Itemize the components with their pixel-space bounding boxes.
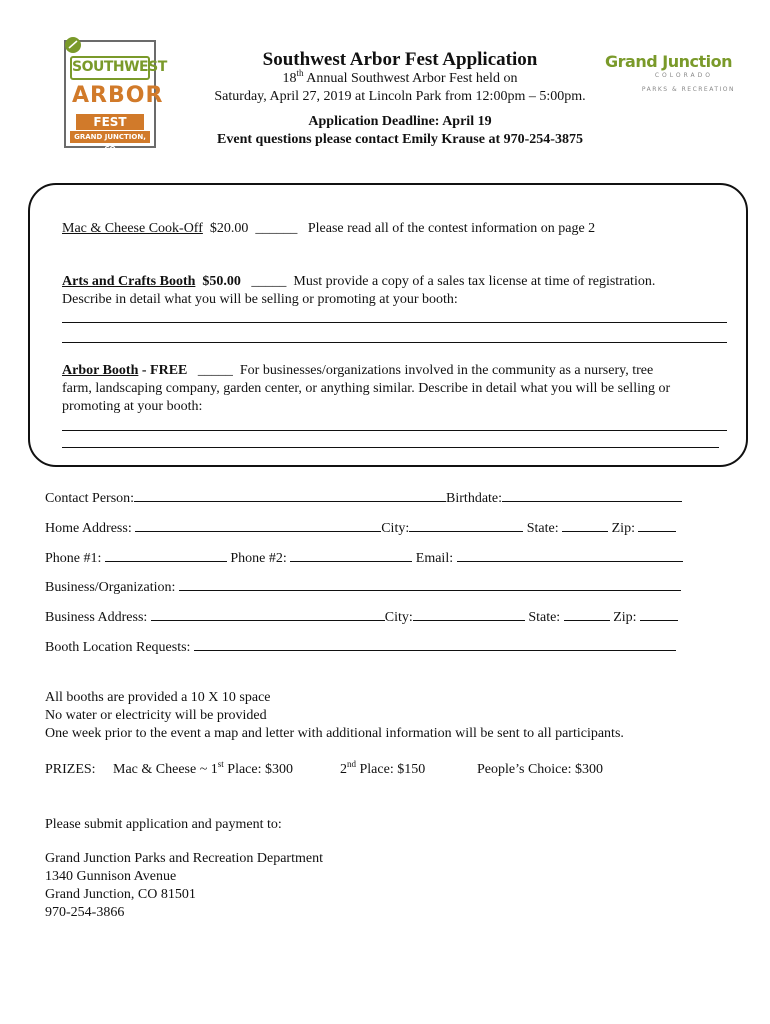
business-state-field[interactable] xyxy=(564,607,610,621)
arts-crafts-line-1[interactable] xyxy=(62,308,727,323)
arts-crafts-describe: Describe in detail what you will be selling or promoting at your booth: xyxy=(62,292,458,307)
home-address-row xyxy=(45,518,676,537)
mac-cheese-price: $20.00 xyxy=(209,221,249,236)
arbor-booth-line-2[interactable] xyxy=(62,433,719,448)
page-title: Southwest Arbor Fest Application xyxy=(262,49,538,70)
booth-location-row xyxy=(45,637,676,656)
email-label: Email: xyxy=(415,551,454,566)
logo-state: COLORADO xyxy=(654,72,713,79)
info-line-space: All booths are provided a 10 X 10 space xyxy=(45,690,271,705)
mac-cheese-blank[interactable]: ______ xyxy=(255,221,298,236)
logo-line-location: GRAND JUNCTION, CO xyxy=(70,131,150,143)
arbor-booth-note-line2: farm, landscaping company, garden center, or anything similar. Describe in detail what you will be selling or xyxy=(62,381,671,396)
arts-crafts-note: Must provide a copy of a sales tax license at time of registration. xyxy=(293,274,656,289)
home-zip-field[interactable] xyxy=(638,518,676,532)
contact-person-label: Contact Person: xyxy=(45,491,135,506)
mac-cheese-entry xyxy=(62,221,595,237)
phone1-label: Phone #1: xyxy=(45,551,102,566)
mac-cheese-note: Please read all of the contest information on page 2 xyxy=(307,221,596,236)
arbor-booth-price: FREE xyxy=(150,363,188,378)
business-org-field[interactable] xyxy=(179,577,681,591)
birthdate-field[interactable] xyxy=(502,488,682,502)
arbor-booth-note: For businesses/organizations involved in the community as a nursery, tree xyxy=(239,363,654,378)
address-phone: 970-254-3866 xyxy=(45,905,125,920)
phone2-label: Phone #2: xyxy=(230,551,287,566)
info-line-map: One week prior to the event a map and letter with additional information will be sent to all participants. xyxy=(45,726,624,741)
submit-instructions: Please submit application and payment to: xyxy=(45,817,282,832)
prize-peoples-choice: People’s Choice: $300 xyxy=(477,762,603,777)
business-org-row xyxy=(45,577,681,596)
home-state-label: State: xyxy=(526,521,559,536)
phone-row xyxy=(45,548,683,567)
application-deadline: Application Deadline: April 19 xyxy=(308,114,492,129)
birthdate-label: Birthdate: xyxy=(446,491,503,506)
logo-line-southwest: SOUTHWEST xyxy=(70,56,150,80)
mac-cheese-label: Mac & Cheese Cook-Off xyxy=(62,221,203,236)
leaf-icon xyxy=(64,36,82,54)
logo-line-fest: FEST xyxy=(76,114,144,130)
phone2-field[interactable] xyxy=(290,548,412,562)
arbor-booth-entry: Arbor Booth - FREE _____ For businesses/organizations involved in the community as a nursery, tree xyxy=(62,363,654,378)
logo-dept: PARKS & RECREATION xyxy=(641,86,735,93)
arbor-booth-note-line3: promoting at your booth: xyxy=(62,399,203,414)
business-address-label: Business Address: xyxy=(45,610,148,625)
arts-crafts-line-2[interactable] xyxy=(62,328,727,343)
event-contact: Event questions please contact Emily Krause at 970-254-3875 xyxy=(217,132,583,147)
contact-person-field[interactable] xyxy=(134,488,446,502)
arts-crafts-entry xyxy=(62,274,655,290)
address-department: Grand Junction Parks and Recreation Department xyxy=(45,851,323,866)
business-address-row xyxy=(45,607,678,626)
business-city-field[interactable] xyxy=(413,607,525,621)
arbor-booth-blank[interactable]: _____ xyxy=(197,363,233,378)
event-edition: 18th Annual Southwest Arbor Fest held on xyxy=(282,68,518,86)
booth-location-field[interactable] xyxy=(194,637,676,651)
email-field[interactable] xyxy=(457,548,683,562)
home-state-field[interactable] xyxy=(562,518,608,532)
logo-line-arbor: ARBOR xyxy=(72,83,164,108)
arts-crafts-price: $50.00 xyxy=(202,274,241,289)
home-city-field[interactable] xyxy=(409,518,523,532)
home-city-label: City: xyxy=(381,521,410,536)
arbor-booth-line-1[interactable] xyxy=(62,416,727,431)
prize-first: Mac & Cheese ~ 1st Place: $300 xyxy=(113,759,294,777)
address-street: 1340 Gunnison Avenue xyxy=(45,869,177,884)
info-line-utilities: No water or electricity will be provided xyxy=(45,708,267,723)
event-date: Saturday, April 27, 2019 at Lincoln Park from 12:00pm – 5:00pm. xyxy=(214,89,586,104)
phone1-field[interactable] xyxy=(105,548,227,562)
logo-city-name: Grand Junction xyxy=(605,52,732,71)
arbor-booth-label: Arbor Booth xyxy=(62,363,139,378)
home-address-label: Home Address: xyxy=(45,521,132,536)
grand-junction-logo xyxy=(605,52,735,94)
booth-location-label: Booth Location Requests: xyxy=(45,640,191,655)
home-address-field[interactable] xyxy=(135,518,381,532)
contact-row xyxy=(45,488,682,507)
prizes-label: PRIZES: xyxy=(45,762,96,777)
business-org-label: Business/Organization: xyxy=(45,580,176,595)
business-address-field[interactable] xyxy=(151,607,385,621)
arts-crafts-label: Arts and Crafts Booth xyxy=(62,274,196,289)
home-zip-label: Zip: xyxy=(611,521,635,536)
business-city-label: City: xyxy=(384,610,413,625)
arts-crafts-blank[interactable]: _____ xyxy=(251,274,287,289)
prize-second: 2nd Place: $150 xyxy=(340,759,426,777)
address-city: Grand Junction, CO 81501 xyxy=(45,887,196,902)
business-zip-field[interactable] xyxy=(640,607,678,621)
business-state-label: State: xyxy=(528,610,561,625)
business-zip-label: Zip: xyxy=(613,610,637,625)
